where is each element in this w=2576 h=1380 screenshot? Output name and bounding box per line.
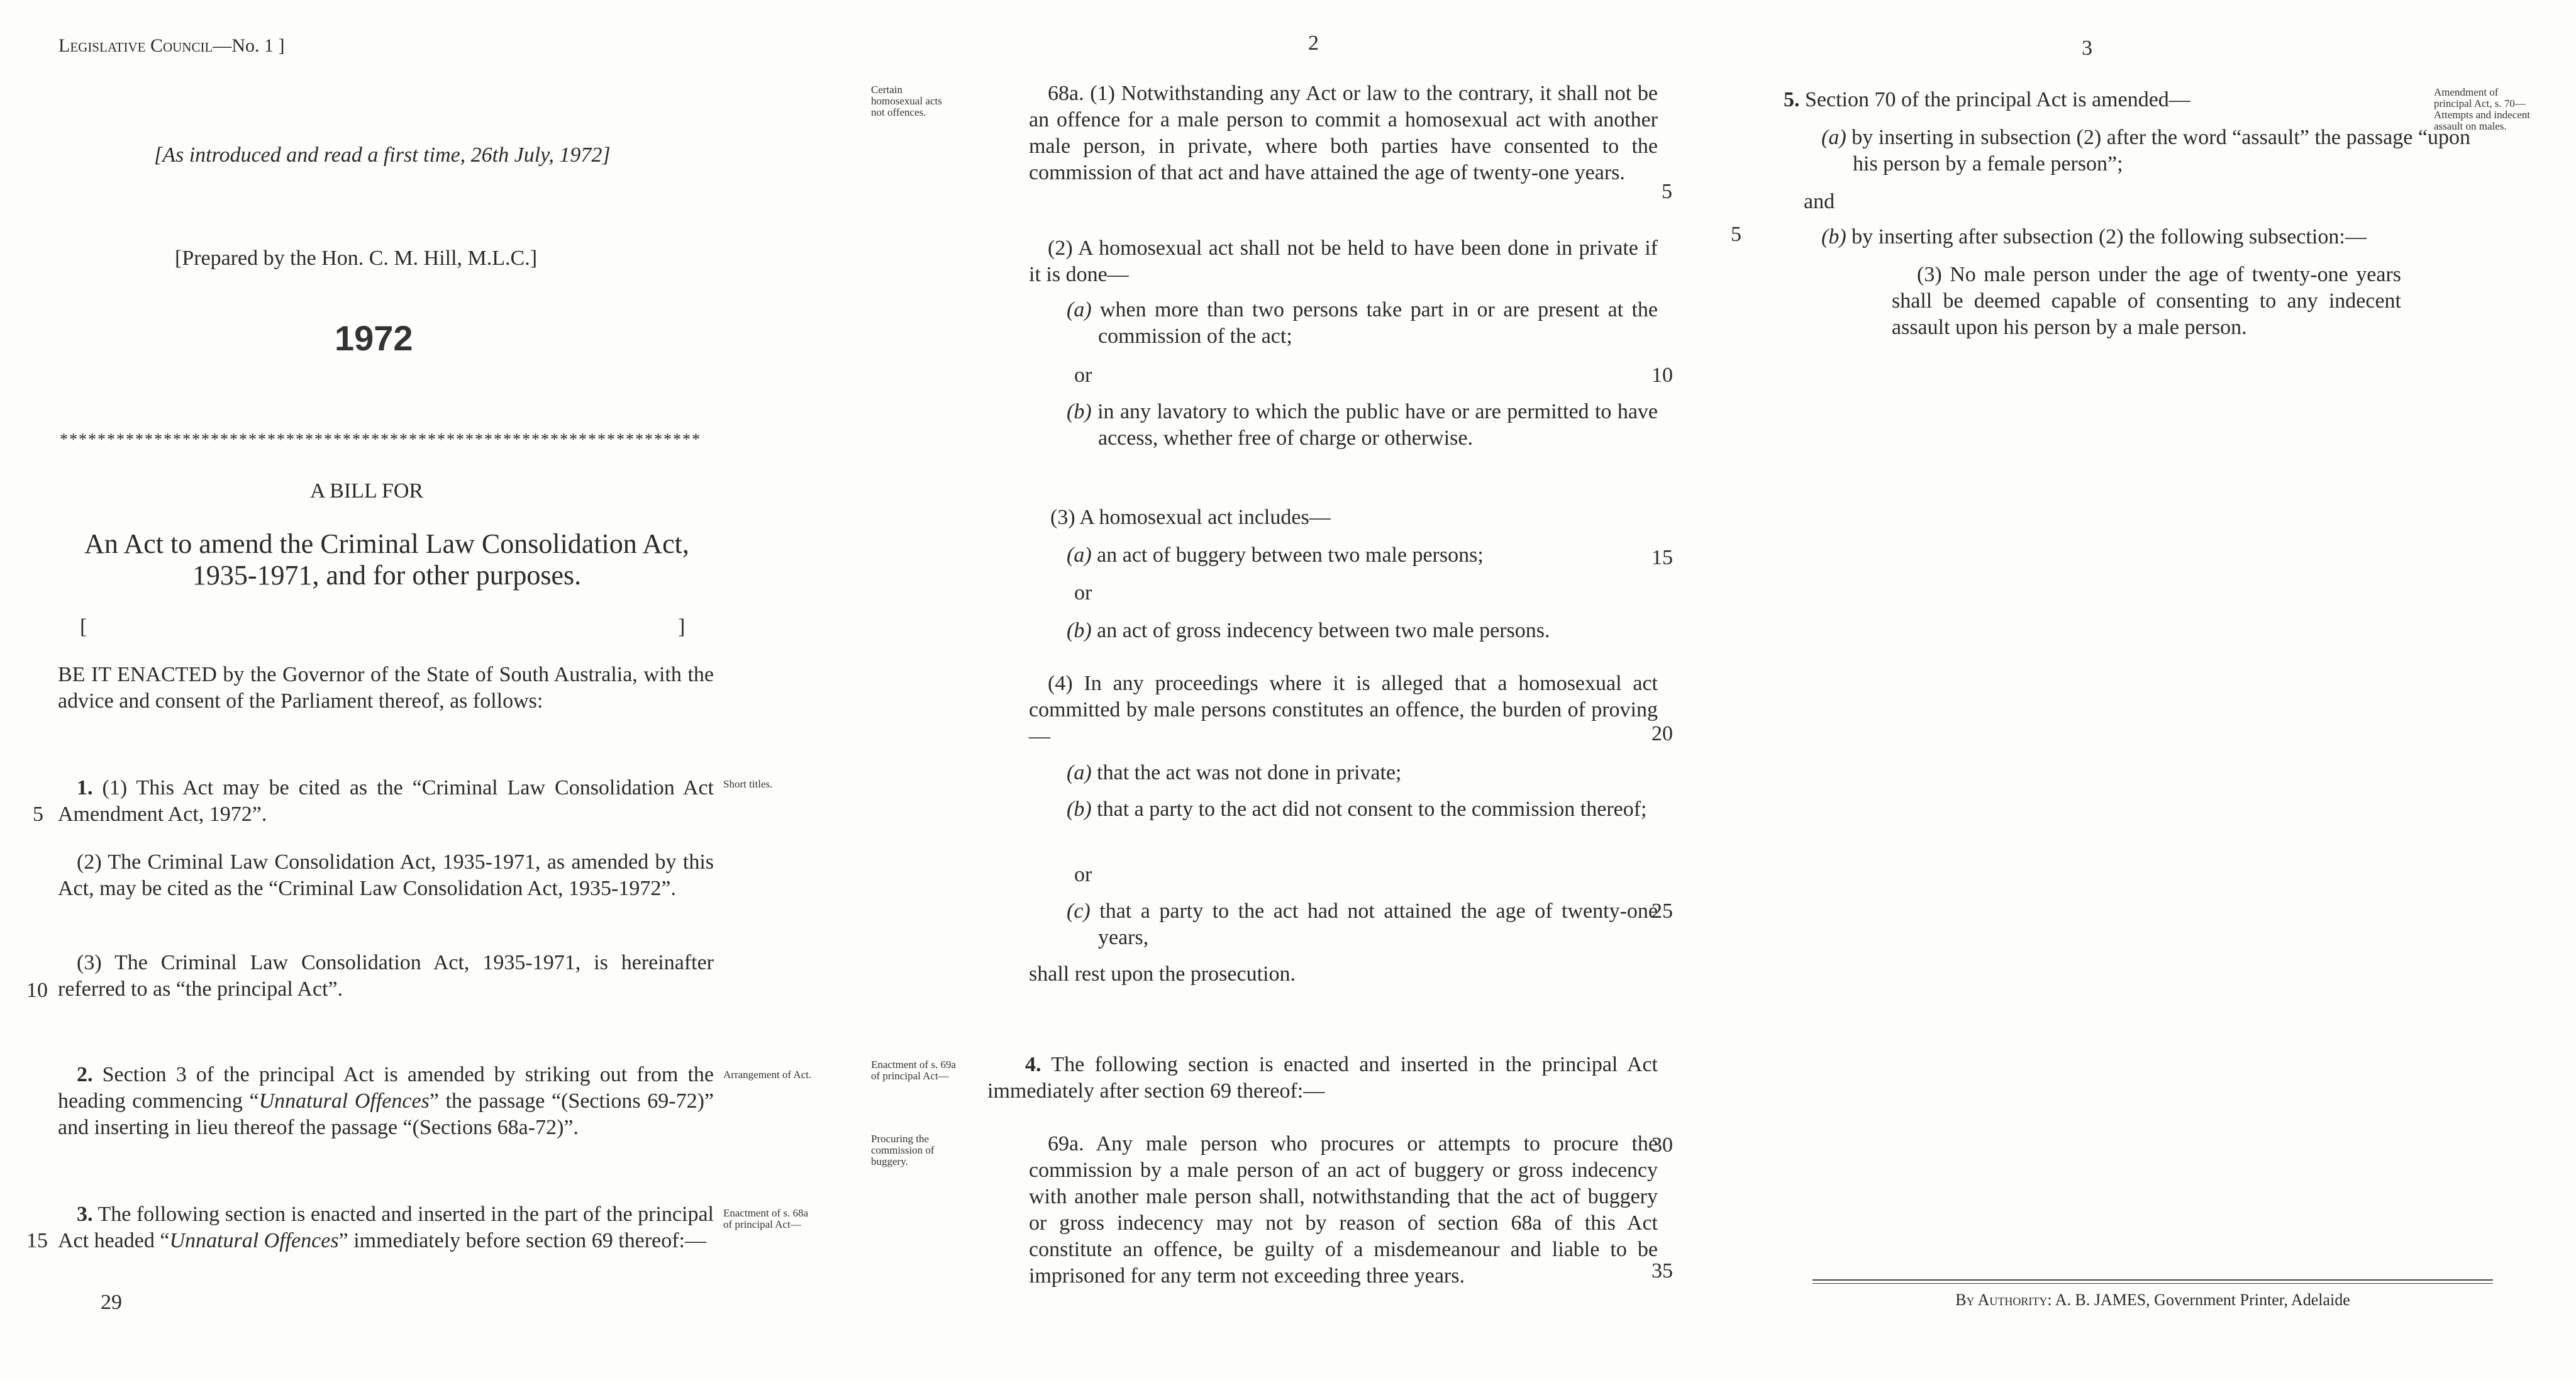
margin-note-68a: Certain homosexual acts not offences. bbox=[871, 84, 942, 118]
section-68a-2b bbox=[1029, 399, 1658, 452]
and-connector: and bbox=[1804, 190, 1835, 213]
section-number: 3. bbox=[77, 1203, 93, 1226]
line-number: 15 bbox=[1652, 546, 1673, 569]
section-68a-2a bbox=[1029, 297, 1658, 350]
para-label: (a) bbox=[1067, 298, 1092, 321]
para-text: by inserting after subsection (2) the following subsection:— bbox=[1852, 225, 2367, 248]
line-number: 30 bbox=[1652, 1133, 1673, 1157]
section-5 bbox=[1784, 87, 2190, 113]
section-text: ” the passage “(Sections 69-72)” and inserting in lieu thereof the passage “(Sections 68a-72)”. bbox=[58, 1089, 714, 1139]
subsection-3: (3) No male person under the age of twenty-one years shall be deemed capable of consenting to any indecent assault upon his person by a male person. bbox=[1892, 263, 2401, 339]
or-connector: or bbox=[1074, 581, 1092, 604]
section-68a-3a bbox=[1029, 542, 1658, 569]
printer-authority bbox=[1813, 1289, 2493, 1311]
section-text: The following section is enacted and inserted in the principal Act immediately after section 69 thereof:— bbox=[987, 1053, 1658, 1103]
heading-reference: Unnatural Offences bbox=[169, 1229, 339, 1252]
line-number: 5 bbox=[1731, 223, 1741, 246]
long-title: An Act to amend the Criminal Law Consolidation Act, 1935-1971, and for other purposes. bbox=[84, 528, 689, 591]
section-text: (1) This Act may be cited as the “Criminal Law Consolidation Act Amendment Act, 1972”. bbox=[58, 776, 714, 826]
section-text: The following section is enacted and inserted in the part of the principal Act headed “ bbox=[58, 1203, 714, 1252]
para-text: in any lavatory to which the public have or are permitted to have access, whether free of charge or otherwise. bbox=[1097, 400, 1658, 450]
para-label: (b) bbox=[1821, 225, 1846, 248]
para-text: that a party to the act had not attained the age of twenty-one years, bbox=[1098, 899, 1658, 949]
authority-text: A. B. JAMES, Government Printer, Adelaide bbox=[2055, 1291, 2350, 1309]
page-number: 3 bbox=[2082, 36, 2092, 60]
section-1-1 bbox=[58, 775, 714, 828]
line-number: 25 bbox=[1652, 899, 1673, 923]
para-label: (c) bbox=[1067, 899, 1091, 923]
section-68a-3b bbox=[1029, 618, 1658, 644]
section-68a-4: (4) In any proceedings where it is alleged that a homosexual act committed by male persons constitutes an offence, the burden of proving— bbox=[1029, 672, 1658, 748]
section-68a-4b bbox=[1029, 796, 1658, 823]
section-4 bbox=[987, 1052, 1658, 1105]
section-text: Section 3 of the principal Act is amended by striking out from the heading commencing “ bbox=[58, 1063, 714, 1113]
section-2 bbox=[58, 1062, 714, 1141]
bracket-close: ] bbox=[678, 615, 686, 638]
page-header bbox=[58, 33, 284, 59]
page-number: 29 bbox=[101, 1291, 122, 1314]
heading-reference: Unnatural Offences bbox=[258, 1089, 430, 1113]
page-2 bbox=[836, 0, 1723, 1380]
prepared-by: [Prepared by the Hon. C. M. Hill, M.L.C.] bbox=[175, 247, 538, 270]
line-number: 10 bbox=[1652, 364, 1673, 387]
enacting-text: BE IT ENACTED by the Governor of the State of South Australia, with the advice and consent of the Parliament thereof, as follows: bbox=[58, 663, 714, 713]
section-68a-4a bbox=[1029, 760, 1658, 786]
line-number: 5 bbox=[33, 803, 43, 826]
margin-note-enactment-68a: Enactment of s. 68a of principal Act— bbox=[723, 1207, 809, 1230]
line-number: 10 bbox=[26, 979, 48, 1002]
star-divider: ******************************************************************** bbox=[60, 430, 701, 448]
section-68a-2: (2) A homosexual act shall not be held to have been done in private if it is done— bbox=[1029, 236, 1658, 286]
margin-note-enactment-69a: Enactment of s. 69a of principal Act— bbox=[871, 1059, 957, 1082]
margin-note-69a: Procuring the commission of buggery. bbox=[871, 1133, 935, 1167]
section-1-2: (2) The Criminal Law Consolidation Act, 1935-1971, as amended by this Act, may be cited as the “Criminal Law Consolidation Act, 1935-1972”. bbox=[58, 850, 714, 900]
section-68a-4-end: shall rest upon the prosecution. bbox=[1029, 962, 1296, 986]
para-text: when more than two persons take part in or are present at the commission of the act; bbox=[1098, 298, 1658, 348]
para-label: (b) bbox=[1067, 798, 1092, 821]
section-69a: 69a. Any male person who procures or attempts to procure the commission by a male person of an act of buggery or gross indecency with another male person shall, notwithstanding that the act of buggery or gross indecency may not by reason of section 68a of this Act constitute an offence, be guilty of a misdemeanour and liable to be imprisoned for any term not exceeding three years. bbox=[1029, 1132, 1658, 1288]
para-label: (a) bbox=[1821, 126, 1846, 149]
section-5a bbox=[1784, 125, 2470, 177]
line-number: 15 bbox=[26, 1229, 48, 1252]
intro-note: [As introduced and read a first time, 26th July, 1972] bbox=[154, 143, 611, 167]
section-68a-4c bbox=[1029, 898, 1658, 951]
para-label: (a) bbox=[1067, 543, 1092, 567]
section-3 bbox=[58, 1201, 714, 1254]
section-68a-3: (3) A homosexual act includes— bbox=[1050, 506, 1331, 529]
para-text: that the act was not done in private; bbox=[1097, 761, 1402, 784]
page-number: 2 bbox=[1308, 31, 1319, 55]
or-connector: or bbox=[1074, 863, 1092, 886]
section-text: ” immediately before section 69 thereof:— bbox=[338, 1229, 707, 1252]
page-29 bbox=[0, 0, 836, 1380]
page-3 bbox=[1723, 0, 2576, 1380]
authority-rule bbox=[1813, 1279, 2493, 1284]
line-number: 5 bbox=[1662, 180, 1672, 203]
section-68a-1: 68a. (1) Notwithstanding any Act or law to the contrary, it shall not be an offence for a male person to commit a homosexual act with another male person, in private, where both parties have consented to the commission of that act and have attained the age of twenty-one years. bbox=[1029, 82, 1658, 184]
bracket-open: [ bbox=[80, 615, 87, 638]
section-1-3: (3) The Criminal Law Consolidation Act, 1935-1971, is hereinafter referred to as “the principal Act”. bbox=[58, 951, 714, 1001]
margin-note-arrangement: Arrangement of Act. bbox=[723, 1069, 812, 1081]
para-label: (b) bbox=[1067, 619, 1092, 642]
section-5b bbox=[1784, 224, 2470, 250]
header-chamber: Legislative Council bbox=[58, 35, 213, 56]
section-number: 2. bbox=[77, 1063, 93, 1086]
margin-note-s70: Amendment of principal Act, s. 70— Attempts and indecent assault on males. bbox=[2434, 86, 2530, 132]
section-number: 1. bbox=[77, 776, 93, 799]
para-label: (a) bbox=[1067, 761, 1092, 784]
section-number: 5. bbox=[1784, 88, 1800, 111]
or-connector: or bbox=[1074, 364, 1092, 387]
para-text: by inserting in subsection (2) after the word “assault” the passage “upon his person by a female person”; bbox=[1852, 126, 2471, 175]
para-label: (b) bbox=[1067, 400, 1092, 423]
line-number: 20 bbox=[1652, 722, 1673, 745]
authority-label: By Authority: bbox=[1955, 1291, 2052, 1309]
para-text: an act of gross indecency between two male persons. bbox=[1097, 619, 1550, 642]
bill-for: A BILL FOR bbox=[310, 479, 424, 503]
para-text: an act of buggery between two male persons; bbox=[1097, 543, 1484, 567]
enacting-clause bbox=[58, 662, 714, 715]
margin-note-short-titles: Short titles. bbox=[723, 778, 773, 790]
section-text: Section 70 of the principal Act is amended— bbox=[1805, 88, 2190, 111]
year-heading: 1972 bbox=[335, 318, 413, 358]
line-number: 35 bbox=[1652, 1259, 1673, 1283]
para-text: that a party to the act did not consent to the commission thereof; bbox=[1097, 798, 1647, 821]
header-number: —No. 1 ] bbox=[213, 35, 285, 56]
section-number: 4. bbox=[1025, 1053, 1041, 1076]
